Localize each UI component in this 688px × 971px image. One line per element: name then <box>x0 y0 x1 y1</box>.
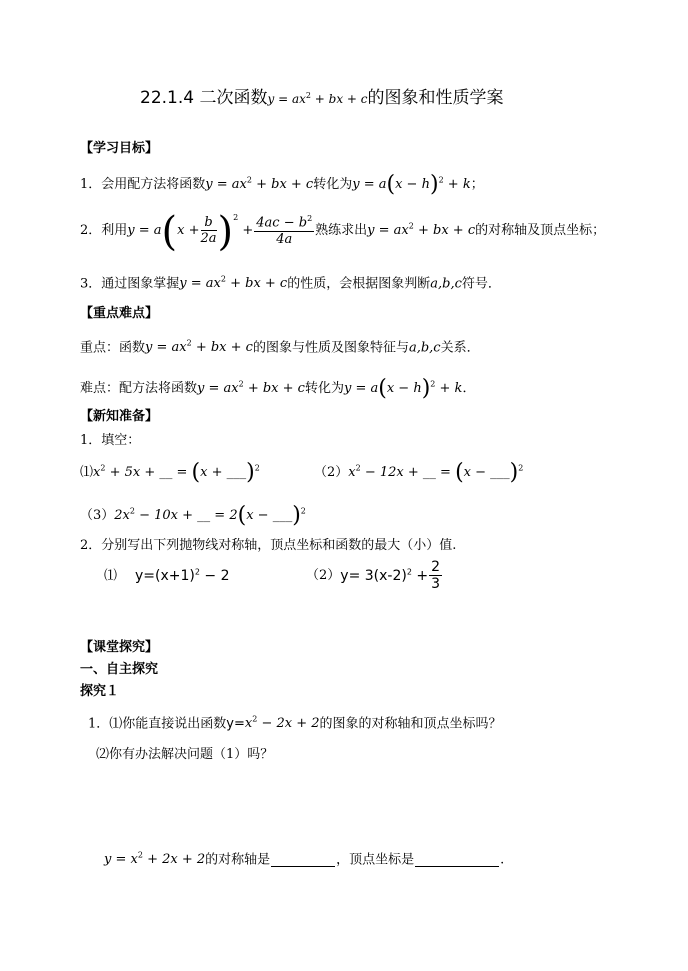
goal-2: 2．利用y = a(x + $\frac{b}{2a}$ )$^2$ + $\frac{4ac - b^2}{4a}$ 熟练求出$y = ax^2$ + bx + c的对称轴及顶点坐标； <box>80 209 606 255</box>
explore-question-2: ⑵你有办法解决问题（1）吗？ <box>96 747 274 762</box>
goal-1: 1．会用配方法将函数$y = ax^2$ + bx + c转化为$y = a(x - h)^2 + k$； <box>80 172 484 197</box>
difficult-point: 难点：配方法将函数$y = ax^2$ + bx + c转化为$y = a(x - h)^2 + k$． <box>80 376 476 401</box>
formula-vertex: $y = a(x - h)^2 + k$ <box>352 172 471 197</box>
formula-general: $y = ax^2$ + bx + c <box>205 175 314 192</box>
axis-blank[interactable] <box>271 853 335 867</box>
key-point: 重点：函数$y = ax^2$ + bx + c的图象与性质及图象特征与a,b,c关系． <box>80 339 480 356</box>
fill-blank-3: $(3)2x^2 - 10x$ + __ = 2(x − ___)$^2$ <box>80 503 306 528</box>
section-preparation: 【新知准备】 <box>80 409 159 424</box>
fill-blank-2: $(2)x^2 - 12x$ + __ = (x − ___)$^2$ <box>314 460 524 485</box>
prep-question-2: 2．分别写出下列抛物线对称轴，顶点坐标和函数的最大（小）值. <box>80 538 457 553</box>
formula-completed-square: y = a(x + $\frac{b}{2a}$ )$^2$ + $\frac{4ac - b^2}{4a}$ <box>127 209 313 255</box>
title-function: $y = ax^2$ + bx + c <box>267 91 368 106</box>
prep-question-1: 1．填空： <box>80 433 141 448</box>
section-goals: 【学习目标】 <box>80 141 159 156</box>
title-prefix: 22.1.4 二次函数 <box>140 88 268 108</box>
fill-blank-1: $⑴x^2 + 5x$ + __ = (x + ___)$^2$ <box>80 460 260 485</box>
section-exploration: 【课堂探究】 <box>80 640 159 655</box>
subsection-self-explore: 一、自主探究 <box>80 662 159 677</box>
goal-3: 3．通过图象掌握$y = ax^2$ + bx + c的性质，会根据图象判断a,b,c符号． <box>80 275 501 292</box>
page-title <box>140 90 504 107</box>
subsection-explore-1: 探究１ <box>80 684 120 699</box>
section-key-points: 【重点难点】 <box>80 306 159 321</box>
parabola-1: ⑴ $y=(x+1)^2 - 2$ <box>104 567 230 584</box>
explore-answer-line: $y = x^2 + 2x + 2$的对称轴是 ，顶点坐标是 . <box>104 851 505 868</box>
vertex-blank[interactable] <box>415 853 499 867</box>
title-suffix: 的图象和性质学案 <box>367 88 504 108</box>
explore-question-1: 1．⑴你能直接说出函数$y=x^2 - 2x + 2$的图象的对称轴和顶点坐标吗？ <box>88 715 502 732</box>
parabola-2: $(2)y= 3(x-2)^2$ + $\frac{2}{3}$ <box>306 559 441 592</box>
